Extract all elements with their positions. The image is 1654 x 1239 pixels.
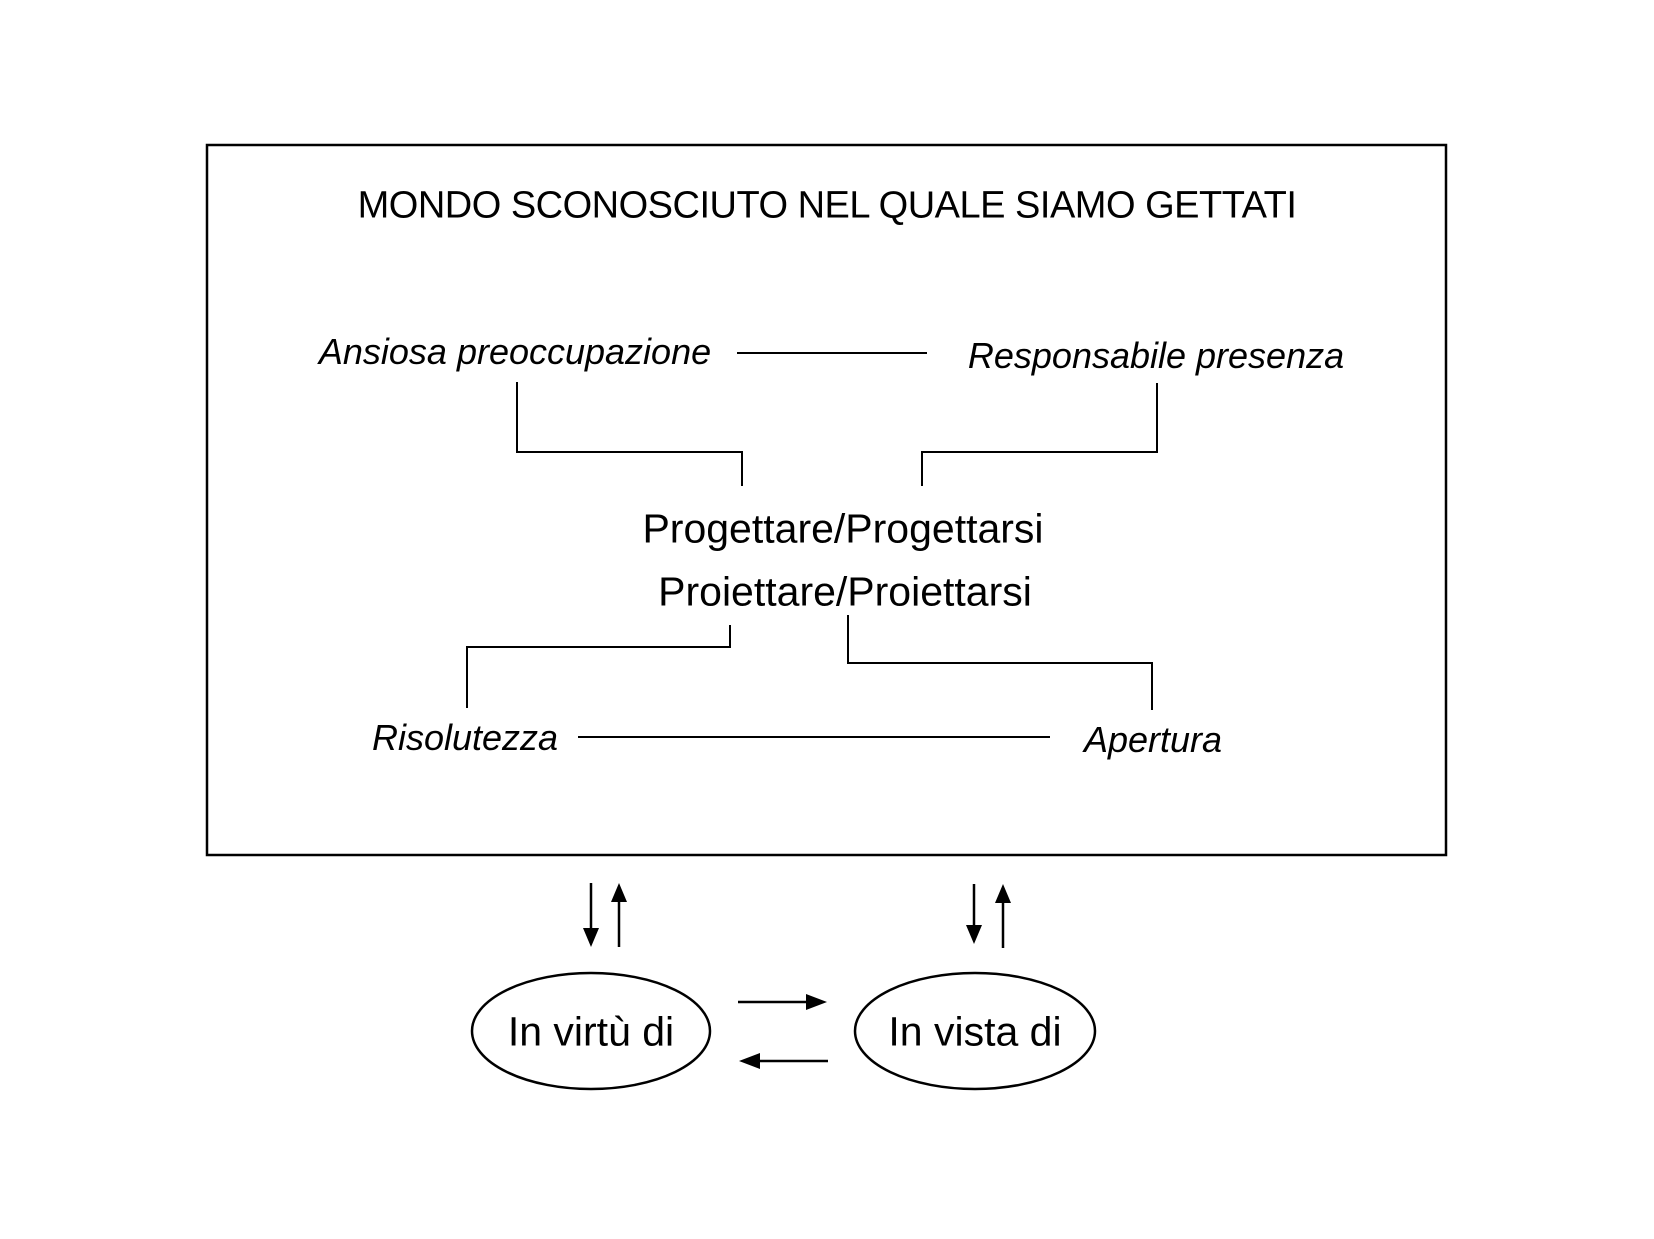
left-down-arrow-icon <box>583 883 599 947</box>
left-up-arrow-icon <box>611 883 627 947</box>
center-to-risolutezza-bracket <box>467 625 730 708</box>
label-responsabile-presenza: Responsabile presenza <box>967 335 1345 376</box>
label-proiettare-proiettarsi: Proiettare/Proiettarsi <box>658 568 1032 615</box>
label-in-vista-di: In vista di <box>888 1008 1062 1055</box>
responsabile-to-center-bracket <box>922 383 1157 486</box>
label-apertura: Apertura <box>1083 719 1223 760</box>
diagram-title: MONDO SCONOSCIUTO NEL QUALE SIAMO GETTATI <box>357 184 1297 227</box>
label-risolutezza: Risolutezza <box>371 717 559 758</box>
label-in-virtu-di: In virtù di <box>507 1008 675 1055</box>
left-pointing-arrow-icon <box>739 1053 828 1069</box>
label-ansiosa-preoccupazione: Ansiosa preoccupazione <box>318 331 712 372</box>
center-to-apertura-bracket <box>848 615 1152 710</box>
right-down-arrow-icon <box>966 884 982 944</box>
right-pointing-arrow-icon <box>738 994 827 1010</box>
ansiosa-to-center-bracket <box>517 382 742 486</box>
label-progettare-progettarsi: Progettare/Progettarsi <box>642 505 1044 552</box>
right-up-arrow-icon <box>995 884 1011 948</box>
